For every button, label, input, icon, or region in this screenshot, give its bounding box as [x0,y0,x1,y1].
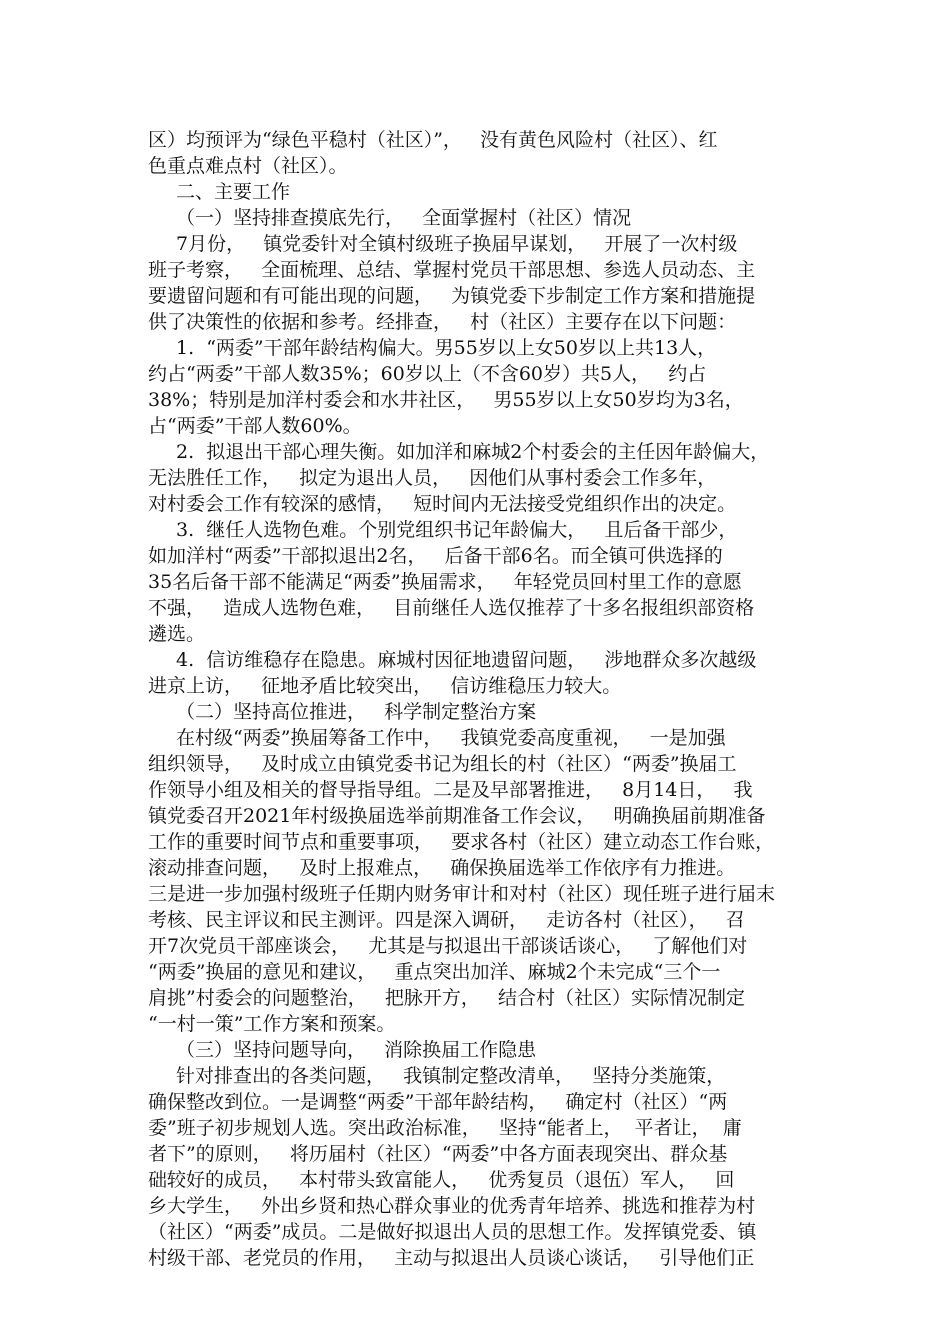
subsection-heading: （二）坚持高位推进， 科学制定整治方案 [176,701,537,723]
text-line: （社区）“两委”成员。二是做好拟退出人员的思想工作。发挥镇党委、镇 [148,1221,757,1243]
text-line: 工作的重要时间节点和重要事项， 要求各村（社区）建立动态工作台账， [148,831,775,853]
text-line: 要遗留问题和有可能出现的问题， 为镇党委下步制定工作方案和措施提 [148,285,756,307]
text-line: 确保整改到位。一是调整“两委”干部年龄结构， 确定村（社区）“两 [148,1091,728,1113]
text-line: 35名后备干部不能满足“两委”换届需求， 年轻党员回村里工作的意愿 [148,571,742,593]
list-item: 3. 继任人选物色难。个别党组织书记年龄偏大， 且后备干部少， [176,519,738,541]
text-line: “两委”换届的意见和建议， 重点突出加洋、麻城2个未完成“三个一 [148,961,721,983]
text-line: 不强， 造成人选物色难， 目前继任人选仅推荐了十多名报组织部资格 [148,597,755,619]
text-line: 镇党委召开2021年村级换届选举前期准备工作会议， 明确换届前期准备 [148,805,766,827]
text-line: 作领导小组及相关的督导指导组。二是及早部署推进， 8月14日， 我 [148,779,753,801]
text-line: 如加洋村“两委”干部拟退出2名， 后备干部6名。而全镇可供选择的 [148,545,723,567]
text-line: 组织领导， 及时成立由镇党委书记为组长的村（社区）“两委”换届工 [148,753,737,775]
subsection-heading: （三）坚持问题导向， 消除换届工作隐患 [176,1039,537,1061]
text-line: 三是进一步加强村级班子任期内财务审计和对村（社区）现任班子进行届末 [148,883,776,905]
text-line: 占“两委”干部人数60%。 [148,415,362,437]
text-line: 肩挑”村委会的问题整治， 把脉开方， 结合村（社区）实际情况制定 [148,987,745,1009]
text-line: 区）均预评为“绿色平稳村（社区）”， 没有黄色风险村（社区）、红 [148,129,718,151]
text-line: 乡大学生， 外出乡贤和热心群众事业的优秀青年培养、挑选和推荐为村 [148,1195,756,1217]
subsection-heading: （一）坚持排查摸底先行， 全面掌握村（社区）情况 [176,207,632,229]
text-line: 开7次党员干部座谈会， 尤其是与拟退出干部谈话谈心， 了解他们对 [148,935,748,957]
list-item: 2. 拟退出干部心理失衡。如加洋和麻城2个村委会的主任因年龄偏大， [176,441,770,463]
text-line: 色重点难点村（社区）。 [148,155,348,177]
text-line: 进京上访， 征地矛盾比较突出， 信访维稳压力较大。 [148,675,622,697]
list-item: 1. “两委”干部年龄结构偏大。男55岁以上女50岁以上共13人， [176,337,717,359]
text-line: 7月份， 镇党委针对全镇村级班子换届早谋划， 开展了一次村级 [176,233,738,255]
text-line: 班子考察， 全面梳理、总结、掌握村党员干部思想、参选人员动态、主 [148,259,756,281]
text-line: 遴选。 [148,623,206,645]
text-line: 者下”的原则， 将历届村（社区）“两委”中各方面表现突出、群众基 [148,1143,728,1165]
section-heading: 二、主要工作 [176,181,291,203]
text-line: 村级干部、老党员的作用， 主动与拟退出人员谈心谈话， 引导他们正 [148,1247,755,1269]
text-line: 针对排查出的各类问题， 我镇制定整改清单， 坚持分类施策， [176,1065,726,1087]
text-line: 约占“两委”干部人数35%；60岁以上（不含60岁）共5人， 约占 [148,363,707,385]
text-line: 供了决策性的依据和参考。经排查， 村（社区）主要存在以下问题： [148,311,737,333]
text-line: 在村级“两委”换届筹备工作中， 我镇党委高度重视， 一是加强 [176,727,726,749]
text-line: 无法胜任工作， 拟定为退出人员， 因他们从事村委会工作多年， [148,467,717,489]
text-line: 考核、民主评议和民主测评。四是深入调研， 走访各村（社区）， 召 [148,909,745,931]
list-item: 4. 信访维稳存在隐患。麻城村因征地遗留问题， 涉地群众多次越级 [176,649,757,671]
text-line: 38%；特别是加洋村委会和水井社区， 男55岁以上女50岁均为3名， [148,389,744,411]
text-line: “一村一策”工作方案和预案。 [148,1013,396,1035]
text-line: 础较好的成员， 本村带头致富能人， 优秀复员（退伍）军人， 回 [148,1169,735,1191]
text-line: 滚动排查问题， 及时上报难点， 确保换届选举工作依序有力推进。 [148,857,736,879]
text-line: 对村委会工作有较深的感情， 短时间内无法接受党组织作出的决定。 [148,493,737,515]
text-line: 委”班子初步规划人选。突出政治标准， 坚持“能者上， 平者让， 庸 [148,1117,742,1139]
